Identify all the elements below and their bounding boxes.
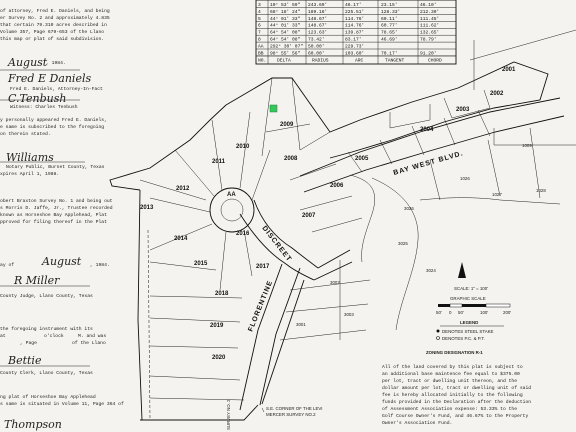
table-cell: 4 xyxy=(258,9,261,15)
table-cell: 60.11' xyxy=(381,16,398,22)
braxton-line-4: pproved for filing thereof in the Plat xyxy=(0,220,107,225)
legend-title: LEGEND xyxy=(460,320,479,325)
lot-2012: 2012 xyxy=(176,186,190,192)
cert-line-5: this map or plat of said subdivision. xyxy=(0,37,105,42)
table-cell: 70.17' xyxy=(381,51,398,57)
fee-note-line-3: per lot, tract or dwelling unit thereon, and the xyxy=(382,379,518,384)
lot-2004: 2004 xyxy=(420,127,434,133)
table-cell: 7 xyxy=(258,30,261,36)
clerk-label: County Clerk, Llano County, Texas xyxy=(0,371,93,376)
lot-2018: 2018 xyxy=(215,291,229,297)
signature-witness: C.Tenbush xyxy=(8,92,67,105)
scale-tick-1: 0 xyxy=(449,310,452,315)
table-cell: 64° 54' 08" xyxy=(270,30,301,36)
fee-note-line-9: Owner's Association Fund. xyxy=(382,421,453,426)
ack-line-2: e name is subscribed to the foregoing xyxy=(0,125,105,130)
record-line-3a: , Page xyxy=(20,341,37,346)
adjacent-lot-3002: 3002 xyxy=(330,280,340,285)
date-line-2: ay of xyxy=(0,263,15,268)
table-cell: 148.67' xyxy=(308,16,328,22)
record-line-1: the foregoing instrument with its xyxy=(0,327,93,332)
table-cell: BB xyxy=(258,51,264,57)
table-cell: 292° 30' 07" xyxy=(270,44,304,50)
table-cell: 78.79' xyxy=(420,37,437,43)
witness-label: Witness: Charles Tenbush xyxy=(10,105,78,110)
table-cell: 46.17' xyxy=(345,3,362,8)
scale-tick-2: 50' xyxy=(458,310,464,315)
table-cell: 91.20' xyxy=(420,51,437,57)
table-cell: AA xyxy=(258,44,264,50)
attorney-label: Fred E. Daniels, Attorney-In-Fact xyxy=(10,87,103,92)
table-cell: 225.51' xyxy=(345,9,365,15)
corner-label-1: S.E. CORNER OF THE LEVI xyxy=(266,406,323,411)
signature-clerk: Bettie xyxy=(8,354,42,367)
table-cell: 123.63' xyxy=(308,30,328,36)
table-cell: 114.76' xyxy=(345,23,365,29)
road-label-florentine: FLORENTINE xyxy=(247,279,275,333)
table-cell: 114.76' xyxy=(345,16,365,22)
fee-note-line-6: funds provided in the Declaration after the deduction xyxy=(382,400,532,405)
table-cell: 103.60' xyxy=(345,51,365,57)
date-august-1: August xyxy=(8,56,48,69)
legend-item-1: DENOTES STEEL STAKE xyxy=(442,329,494,334)
notary-line-1: Notary Public, Burnet County, Texas xyxy=(6,165,105,170)
adjacent-lot-1028: 1028 xyxy=(536,188,546,193)
scale-tick-0: 50' xyxy=(436,310,442,315)
table-cell: 44° 01' 33" xyxy=(270,23,301,29)
signature-thompson: Thompson xyxy=(4,418,62,431)
fee-note-line-2: an additional base maintence fee equal to $375.00 xyxy=(382,372,520,377)
lot-2008: 2008 xyxy=(284,156,298,162)
table-cell: 50.00' xyxy=(308,44,325,50)
table-cell: 132.65' xyxy=(420,30,440,36)
notary-line-2: xpires April 1, 1988. xyxy=(0,172,60,177)
date-year-1: , 1984. xyxy=(46,61,66,66)
lot-2005: 2005 xyxy=(355,156,369,162)
lot-2010: 2010 xyxy=(236,144,250,150)
fee-note xyxy=(382,364,531,426)
table-cell: 3 xyxy=(258,3,261,8)
lot-2001: 2001 xyxy=(502,67,516,73)
lot-2011: 2011 xyxy=(212,159,226,165)
adjacent-lot-1026: 1026 xyxy=(460,176,470,181)
signature-daniels: Fred E Daniels xyxy=(8,72,92,85)
plat-line-1: ng plat of Horseshoe Bay Applehead xyxy=(0,395,96,400)
adjacent-lot-1027: 1027 xyxy=(492,192,502,197)
adjacent-lot-3026: 3026 xyxy=(404,206,414,211)
adjacent-lot-1009: 1009 xyxy=(522,143,532,148)
table-cell: 212.39' xyxy=(420,9,440,15)
lot-2003: 2003 xyxy=(456,107,470,113)
cert-line-1: of attorney, Fred E. Daniels, and being xyxy=(0,9,110,14)
date-year-2: , 1984. xyxy=(90,263,110,268)
legend-item-2: DENOTES P.C. & P.T. xyxy=(442,336,485,341)
corner-label-2: MERCER SURVEY NO.2 xyxy=(266,412,316,417)
cul-label-aa: AA xyxy=(227,192,236,198)
lot-2002: 2002 xyxy=(490,91,504,97)
road-label-bay-west: BAY WEST BLVD. xyxy=(392,150,465,177)
fee-note-line-1: All of the land covered by this plat is subject to xyxy=(382,365,523,370)
table-cell: 8 xyxy=(258,37,261,43)
road-label-discreet: DISCREET xyxy=(260,224,293,264)
table-cell: 10° 53' 59" xyxy=(270,3,301,8)
lot-2015: 2015 xyxy=(194,261,208,267)
adjacent-lot-3003: 3003 xyxy=(344,312,354,317)
table-cell: 128.33' xyxy=(381,9,401,15)
record-line-2a: at xyxy=(0,334,6,339)
table-cell: 78.65' xyxy=(381,30,398,36)
table-cell: 5 xyxy=(258,16,261,22)
table-cell: 68° 18' 24" xyxy=(270,9,301,15)
cert-line-2: er Survey No. 2 and approximately 4.835 xyxy=(0,16,110,21)
table-cell: 46.69' xyxy=(381,37,398,43)
adjacent-lot-3024: 3024 xyxy=(426,268,436,273)
table-header-no: NO. xyxy=(258,58,267,64)
table-cell: 60.77' xyxy=(381,23,398,29)
braxton-line-2: s Morris D. Jaffe, Jr., Trustee recorded xyxy=(0,206,113,211)
lot-2013: 2013 xyxy=(140,205,154,211)
lot-2020: 2020 xyxy=(212,355,226,361)
record-line-3b: of the Llano xyxy=(72,341,106,346)
lot-2007: 2007 xyxy=(302,213,316,219)
table-cell: 189.16' xyxy=(308,9,328,15)
judge-label: County Judge, Llano County, Texas xyxy=(0,294,93,299)
braxton-line-3: known as Horseshoe Bay Applehead, Plat xyxy=(0,213,107,218)
fee-note-line-8: Golf Course Owner's Fund, and 46.67% to the Property xyxy=(382,414,529,419)
lot-2014: 2014 xyxy=(174,236,188,242)
table-cell: 148.67' xyxy=(308,23,328,29)
date-august-2: August xyxy=(42,255,82,268)
table-header-arc: ARC xyxy=(355,58,364,64)
table-cell: 44° 01' 33" xyxy=(270,16,301,22)
lot-2019: 2019 xyxy=(210,323,224,329)
fee-note-line-4: dollar amount per lot, tract or dwelling unit of said xyxy=(382,386,532,391)
lot-2017: 2017 xyxy=(256,264,270,270)
record-line-2c: M. and was xyxy=(78,334,107,339)
fee-note-line-5: fee is hereby allocated initially to the following xyxy=(382,393,523,398)
lot-2006: 2006 xyxy=(330,183,344,189)
table-cell: 60.00' xyxy=(308,51,325,57)
table-cell: 6 xyxy=(258,23,261,29)
table-header-delta: DELTA xyxy=(277,58,291,64)
table-cell: 111.45' xyxy=(420,16,440,22)
steel-stake-icon xyxy=(437,330,440,333)
braxton-line-1: obert Braxton Survey No. 1 and being out xyxy=(0,199,113,204)
table-header-tangent: TANGENT xyxy=(385,58,405,64)
fee-note-line-7: of Assessment Association expense: 53.33% to the xyxy=(382,407,518,412)
ack-line-3: on therein stated. xyxy=(0,132,51,137)
table-cell: 64° 54' 08" xyxy=(270,37,301,43)
adjacent-lot-3025: 3025 xyxy=(398,241,408,246)
graphic-scale-title: GRAPHIC SCALE xyxy=(450,296,486,301)
adjacent-lot-3001: 3001 xyxy=(296,322,306,327)
signature-miller: R Miller xyxy=(14,274,60,287)
cert-line-4: Volume 357, Page 679-653 of the Llano xyxy=(0,30,105,35)
lot-2009: 2009 xyxy=(280,122,294,128)
table-cell: 243.69' xyxy=(308,3,328,8)
scale-label: SCALE: 1" = 100' xyxy=(454,286,489,291)
signature-williams: Williams xyxy=(6,151,54,164)
table-header-radius: RADIUS xyxy=(312,58,329,64)
plat-line-2: s same is situated in Volume 11, Page 364 of xyxy=(0,402,124,407)
record-line-2b: o'clock xyxy=(44,334,64,339)
curve-table xyxy=(256,0,456,64)
ack-line-1: y personally appeared Fred E. Daniels, xyxy=(0,118,107,123)
table-cell: 83.17' xyxy=(345,37,362,43)
table-cell: 98° 55' 56" xyxy=(270,51,301,57)
table-cell: 139.87' xyxy=(345,30,365,36)
location-marker[interactable] xyxy=(270,105,277,112)
scale-tick-4: 200' xyxy=(503,310,512,315)
table-cell: 73.42' xyxy=(308,37,325,43)
table-cell: 46.10' xyxy=(420,3,437,8)
scale-tick-3: 100' xyxy=(480,310,489,315)
table-cell: 23.15' xyxy=(381,3,398,8)
zoning-label: ZONING DESIGNATION R-1 xyxy=(426,350,483,355)
survey-no-label: SURVEY NO. 2 xyxy=(226,399,231,430)
table-cell: 229.73' xyxy=(345,44,365,50)
table-cell: 111.62' xyxy=(420,23,440,29)
lot-2016: 2016 xyxy=(236,231,250,237)
cert-line-3: that certain 79.310 acres described in xyxy=(0,23,107,28)
table-header-chord: CHORD xyxy=(428,58,442,64)
